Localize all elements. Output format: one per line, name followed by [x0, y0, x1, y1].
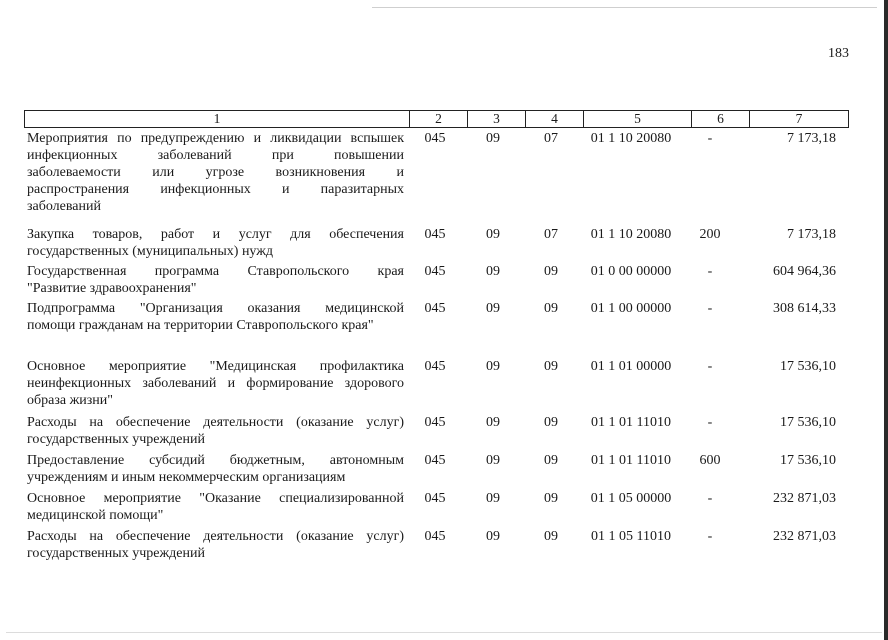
- desc-line: распространения инфекционных и паразитарных: [27, 182, 404, 197]
- top-scan-line: [372, 7, 877, 8]
- scan-edge: [884, 0, 888, 640]
- desc-line: Государственная программа Ставропольского края: [27, 264, 404, 279]
- cell-sum: 232 871,03: [773, 529, 836, 544]
- desc-line: инфекционных заболеваний при повышении: [27, 148, 404, 163]
- cell-rz: 09: [486, 359, 500, 374]
- cell-csr: 01 1 01 11010: [591, 415, 671, 430]
- cell-gr: 045: [424, 131, 446, 146]
- cell-vr: 600: [699, 453, 721, 468]
- page-number: 183: [828, 46, 849, 61]
- cell-vr: -: [707, 131, 713, 146]
- cell-csr: 01 0 00 00000: [590, 264, 672, 279]
- cell-vr: -: [707, 264, 713, 279]
- column-header-4: 4: [526, 111, 584, 128]
- cell-rz: 09: [486, 453, 500, 468]
- cell-pr: 07: [544, 131, 558, 146]
- desc-line: Подпрограмма "Организация оказания медицинской: [27, 301, 404, 316]
- desc-line: Расходы на обеспечение деятельности (оказание услуг): [27, 415, 404, 430]
- cell-csr: 01 1 05 11010: [591, 529, 671, 544]
- cell-rz: 09: [486, 415, 500, 430]
- cell-rz: 09: [486, 264, 500, 279]
- cell-csr: 01 1 05 00000: [590, 491, 672, 506]
- column-header-3: 3: [468, 111, 526, 128]
- row-description: [27, 130, 404, 215]
- desc-line: помощи гражданам на территории Ставропольского края": [27, 318, 374, 333]
- row-description: [27, 358, 404, 409]
- cell-csr: 01 1 10 20080: [590, 227, 672, 242]
- row-description: [27, 300, 404, 334]
- desc-line: государственных учреждений: [27, 432, 205, 447]
- cell-vr: -: [707, 491, 713, 506]
- desc-line: "Развитие здравоохранения": [27, 281, 197, 296]
- cell-rz: 09: [486, 227, 500, 242]
- cell-sum: 17 536,10: [780, 359, 836, 374]
- cell-sum: 7 173,18: [787, 227, 836, 242]
- cell-rz: 09: [486, 491, 500, 506]
- cell-rz: 09: [486, 131, 500, 146]
- desc-line: государственных учреждений: [27, 546, 205, 561]
- desc-line: Основное мероприятие "Оказание специализированной: [27, 491, 404, 506]
- cell-sum: 7 173,18: [787, 131, 836, 146]
- cell-vr: -: [707, 301, 713, 316]
- cell-vr: 200: [699, 227, 721, 242]
- column-header-5: 5: [584, 111, 692, 128]
- cell-pr: 09: [544, 529, 558, 544]
- cell-vr: -: [707, 359, 713, 374]
- column-header-6: 6: [692, 111, 750, 128]
- column-header-table: [24, 110, 849, 128]
- cell-csr: 01 1 01 00000: [590, 359, 672, 374]
- cell-gr: 045: [424, 301, 446, 316]
- cell-pr: 07: [544, 227, 558, 242]
- desc-line: Закупка товаров, работ и услуг для обеспечения: [27, 227, 404, 242]
- row-description: [27, 226, 404, 260]
- cell-csr: 01 1 00 00000: [590, 301, 672, 316]
- desc-line: заболеваний: [27, 199, 101, 214]
- row-description: [27, 414, 404, 448]
- desc-line: образа жизни": [27, 393, 113, 408]
- column-header-2: 2: [410, 111, 468, 128]
- cell-rz: 09: [486, 301, 500, 316]
- cell-pr: 09: [544, 264, 558, 279]
- desc-line: государственных (муниципальных) нужд: [27, 244, 274, 259]
- cell-gr: 045: [424, 227, 446, 242]
- cell-gr: 045: [424, 264, 446, 279]
- cell-gr: 045: [424, 359, 446, 374]
- cell-gr: 045: [424, 415, 446, 430]
- column-header-row: [25, 111, 849, 128]
- row-description: [27, 490, 404, 524]
- cell-pr: 09: [544, 415, 558, 430]
- row-description: [27, 452, 404, 486]
- cell-gr: 045: [424, 529, 446, 544]
- cell-sum: 604 964,36: [773, 264, 836, 279]
- cell-sum: 308 614,33: [773, 301, 836, 316]
- desc-line: Предоставление субсидий бюджетным, автономным: [27, 453, 404, 468]
- cell-pr: 09: [544, 491, 558, 506]
- desc-line: неинфекционных заболеваний и формирование здорового: [27, 376, 404, 391]
- row-description: [27, 528, 404, 562]
- desc-line: заболеваемости или угрозе возникновения и: [27, 165, 404, 180]
- cell-rz: 09: [486, 529, 500, 544]
- cell-pr: 09: [544, 453, 558, 468]
- cell-pr: 09: [544, 301, 558, 316]
- desc-line: учреждениям и иным некоммерческим организациям: [27, 470, 346, 485]
- column-header-7: 7: [750, 111, 849, 128]
- desc-line: Мероприятия по предупреждению и ликвидации вспышек: [27, 131, 404, 146]
- bottom-scan-line: [6, 632, 882, 633]
- cell-gr: 045: [424, 453, 446, 468]
- cell-vr: -: [707, 415, 713, 430]
- cell-sum: 17 536,10: [780, 453, 836, 468]
- desc-line: медицинской помощи": [27, 508, 164, 523]
- cell-pr: 09: [544, 359, 558, 374]
- desc-line: Расходы на обеспечение деятельности (оказание услуг): [27, 529, 404, 544]
- cell-csr: 01 1 10 20080: [590, 131, 672, 146]
- column-header-1: 1: [25, 111, 410, 128]
- row-description: [27, 263, 404, 297]
- desc-line: Основное мероприятие "Медицинская профилактика: [27, 359, 404, 374]
- cell-sum: 232 871,03: [773, 491, 836, 506]
- cell-vr: -: [707, 529, 713, 544]
- cell-csr: 01 1 01 11010: [591, 453, 671, 468]
- cell-gr: 045: [424, 491, 446, 506]
- cell-sum: 17 536,10: [780, 415, 836, 430]
